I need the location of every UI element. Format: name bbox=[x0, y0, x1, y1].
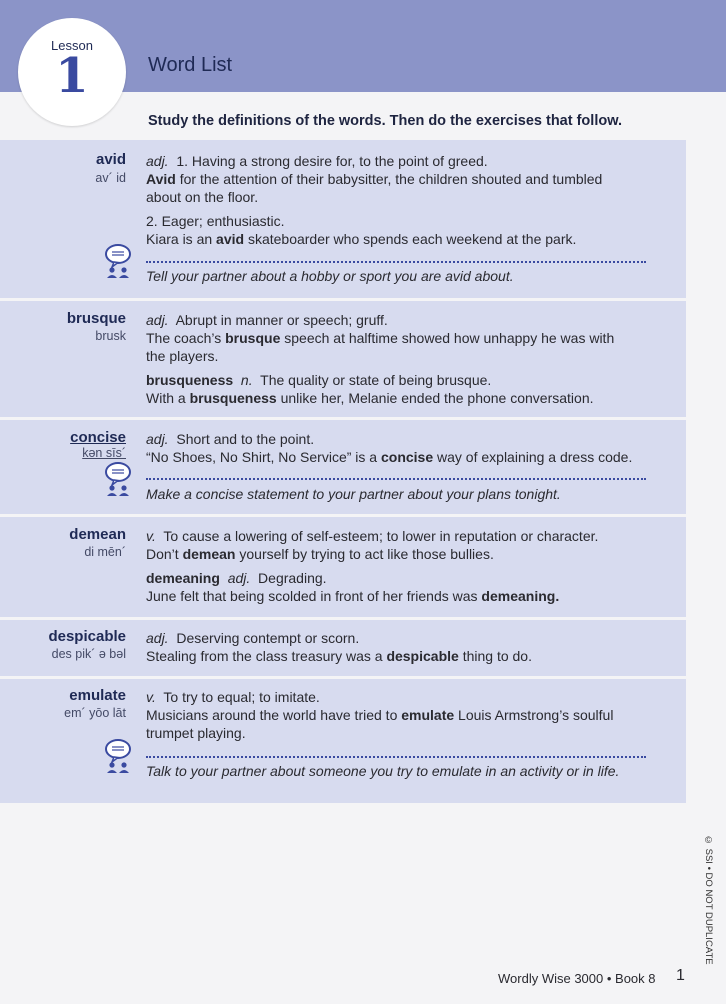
copyright-note: © SSI • DO NOT DUPLICATE bbox=[703, 835, 714, 965]
deriv-ex-post-brusque: unlike her, Melanie ended the phone conversation. bbox=[276, 390, 594, 406]
ex-post-b-brusque: the players. bbox=[146, 348, 219, 364]
deriv-ex-pre-brusque: With a bbox=[146, 390, 190, 406]
pos-concise: adj. bbox=[146, 431, 169, 447]
deriv-def-demean: Degrading. bbox=[258, 570, 327, 586]
ex-post-brusque: speech at halftime showed how unhappy he was with bbox=[280, 330, 615, 346]
dotted-divider bbox=[146, 261, 646, 263]
pos-despicable: adj. bbox=[146, 630, 169, 646]
entry-avid bbox=[0, 140, 686, 301]
deriv-ex-word-brusque: brusqueness bbox=[189, 390, 277, 406]
def-text-brusque: Abrupt in manner or speech; gruff. bbox=[175, 312, 388, 328]
deriv-word-brusque: brusqueness bbox=[146, 372, 234, 388]
ex-post-emulate: Louis Armstrong’s soulful bbox=[454, 707, 614, 723]
page-number: 1 bbox=[676, 967, 685, 984]
def-concise bbox=[146, 430, 656, 466]
partner-prompt-emulate: Talk to your partner about someone you try to emulate in an activity or in life. bbox=[146, 763, 620, 779]
speech-bubble-partners-icon bbox=[102, 462, 134, 496]
deriv-pos-brusque: n. bbox=[240, 372, 253, 388]
ex-word-despicable: despicable bbox=[386, 648, 459, 664]
deriv-brusque bbox=[146, 371, 656, 407]
def-brusque bbox=[146, 311, 656, 365]
speech-bubble-partners-icon bbox=[102, 244, 134, 278]
ex2-post-avid: skateboarder who spends each weekend at the park. bbox=[244, 231, 577, 247]
word-emulate: emulate bbox=[69, 687, 126, 704]
ex1-rest-b-avid: about on the floor. bbox=[146, 189, 259, 205]
deriv-word-demean: demeaning bbox=[146, 570, 220, 586]
def-demean bbox=[146, 527, 656, 563]
entry-despicable bbox=[0, 620, 686, 679]
ex-pre-concise: “No Shoes, No Shirt, No Service” is a bbox=[146, 449, 381, 465]
entry-emulate bbox=[0, 679, 686, 806]
ex2-pre-avid: Kiara is an bbox=[146, 231, 217, 247]
def-text-emulate: To try to equal; to imitate. bbox=[163, 689, 320, 705]
deriv-ex-pre-demean: June felt that being scolded in front of her friends was bbox=[146, 588, 482, 604]
footer-book-title: Wordly Wise 3000 • Book 8 bbox=[498, 971, 656, 986]
ex-pre-brusque: The coach’s bbox=[146, 330, 226, 346]
def2-avid: 2. Eager; enthusiastic. bbox=[146, 213, 285, 229]
deriv-ex-word-demean: demeaning. bbox=[481, 588, 560, 604]
dotted-divider bbox=[146, 756, 646, 758]
def-text-despicable: Deserving contempt or scorn. bbox=[176, 630, 360, 646]
def2-block-avid bbox=[146, 212, 656, 248]
word-despicable: despicable bbox=[48, 628, 126, 645]
pos-emulate: v. bbox=[146, 689, 156, 705]
speech-bubble-partners-icon bbox=[102, 739, 134, 773]
deriv-def-brusque: The quality or state of being brusque. bbox=[260, 372, 492, 388]
pron-despicable: des pik´ ə bəl bbox=[51, 647, 126, 661]
deriv-pos-demean: adj. bbox=[227, 570, 251, 586]
def1-avid: 1. Having a strong desire for, to the point of greed. bbox=[176, 153, 488, 169]
ex-pre-despicable: Stealing from the class treasury was a bbox=[146, 648, 387, 664]
def-emulate bbox=[146, 688, 656, 742]
ex2-word-avid: avid bbox=[216, 231, 245, 247]
def-text-concise: Short and to the point. bbox=[176, 431, 315, 447]
entry-brusque bbox=[0, 301, 686, 420]
page-title: Word List bbox=[148, 54, 233, 76]
partner-prompt-avid: Tell your partner about a hobby or sport you are avid about. bbox=[146, 268, 514, 284]
lesson-label: Lesson bbox=[51, 38, 93, 53]
def-despicable bbox=[146, 629, 656, 665]
word-brusque: brusque bbox=[66, 310, 126, 327]
lesson-badge bbox=[18, 18, 126, 126]
entry-demean bbox=[0, 517, 686, 620]
pos-demean: v. bbox=[146, 528, 156, 544]
ex1-rest-avid: for the attention of their babysitter, the children shouted and tumbled bbox=[175, 171, 603, 187]
ex-word-concise: concise bbox=[380, 449, 434, 465]
dotted-divider bbox=[146, 478, 646, 480]
pron-brusque: brusk bbox=[95, 329, 126, 343]
entry-concise bbox=[0, 420, 686, 517]
lesson-number: 1 bbox=[55, 48, 89, 104]
def-text-demean: To cause a lowering of self-esteem; to lower in reputation or character. bbox=[163, 528, 599, 544]
pron-emulate: em´ yōo lāt bbox=[64, 706, 126, 720]
ex-post-b-emulate: trumpet playing. bbox=[146, 725, 246, 741]
instructions: Study the definitions of the words. Then do the exercises that follow. bbox=[148, 113, 622, 129]
ex-post-despicable: thing to do. bbox=[458, 648, 532, 664]
word-avid: avid bbox=[95, 151, 126, 168]
ex-word-demean: demean bbox=[182, 546, 236, 562]
ex1-word-avid: Avid bbox=[146, 171, 176, 187]
ex-word-brusque: brusque bbox=[225, 330, 281, 346]
ex-word-emulate: emulate bbox=[401, 707, 455, 723]
pron-avid: av´ id bbox=[95, 171, 126, 185]
deriv-demean bbox=[146, 569, 656, 605]
ex-post-concise: way of explaining a dress code. bbox=[433, 449, 633, 465]
pos-brusque: adj. bbox=[146, 312, 169, 328]
ex-pre-demean: Don’t bbox=[146, 546, 183, 562]
word-demean: demean bbox=[69, 526, 126, 543]
ex-post-demean: yourself by trying to act like those bullies. bbox=[235, 546, 494, 562]
ex-pre-emulate: Musicians around the world have tried to bbox=[146, 707, 402, 723]
def-avid bbox=[146, 152, 656, 206]
pos-avid: adj. bbox=[146, 153, 169, 169]
pron-concise: kən sīs´ bbox=[82, 446, 126, 460]
word-concise: concise bbox=[70, 429, 126, 446]
pron-demean: di mēn´ bbox=[84, 545, 126, 559]
partner-prompt-concise: Make a concise statement to your partner about your plans tonight. bbox=[146, 486, 561, 502]
